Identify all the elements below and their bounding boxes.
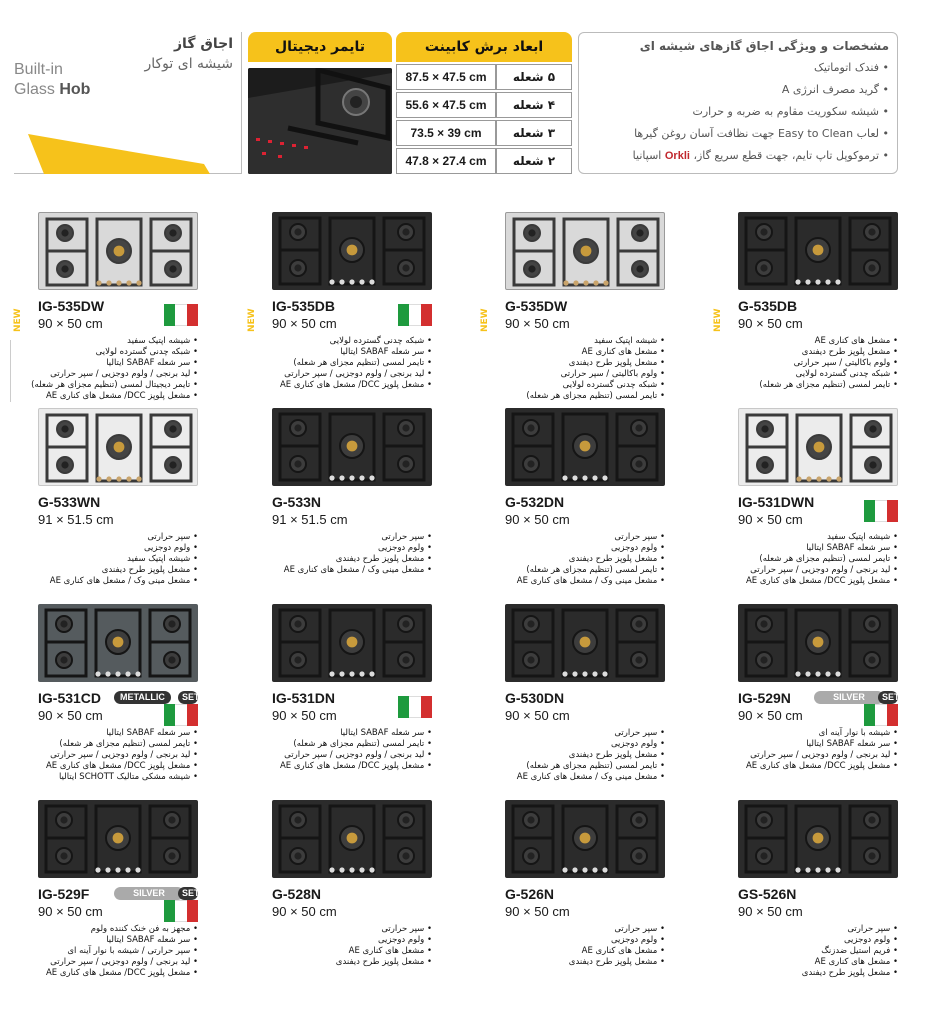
cut-burner: ۵ شعله [496,64,572,90]
product-card [247,212,472,406]
feature-list [34,728,198,783]
feature-line: • مشعل پلوپز طرح دیفندی [335,957,432,967]
feature-line: • مشعل پلوپز طرح دیفندی [568,957,665,967]
feature-line: • ولوم دوجزیی [377,543,432,553]
cut-dim: 73.5 × 39 cm [396,120,496,146]
feature-line: • مشعل پلوپز طرح دیفندی [801,968,898,978]
feature-line: • مشعل پلوپز طرح دیفندی [101,565,198,575]
feature-line: • فریم استیل ضدزنگ [821,946,898,956]
model-name: IG-531CD [38,690,102,706]
italy-flag-icon [164,900,198,922]
feature-line: • لید برنجی / ولوم دوجزیی / سپر حرارتی [284,369,432,379]
feature-item-orkli [587,145,889,167]
feature-line: • ولوم دوجزیی [610,935,665,945]
model-size: 90 × 50 cm [505,512,570,527]
cut-dim: 47.8 × 27.4 cm [396,148,496,174]
cut-size-table [396,62,572,176]
feature-line: • مشعل پلوپز DCC/ مشعل های کناری AE [745,761,898,771]
feature-line: • مشعل پلوپز DCC/ مشعل های کناری AE [745,576,898,586]
model-size: 90 × 50 cm [272,316,337,331]
feature-line: • مشعل های کناری AE [581,347,665,357]
hob-image [38,800,198,878]
builtin-line1: Built-in [14,61,63,78]
hob-image [505,800,665,878]
feature-line: • تایمر لمسی (تنظیم مجزای هر شعله) [293,358,432,368]
hob-image [505,604,665,682]
product-card [738,800,938,994]
feature-list [34,924,198,979]
product-card [505,800,705,994]
orkli-country: اسپانیا [632,149,662,162]
feature-line: • مشعل مینی وک / مشعل های کناری AE [49,576,198,586]
product-card [272,800,472,994]
model-size: 90 × 50 cm [272,904,337,919]
model-size: 90 × 50 cm [738,904,803,919]
set-badge: SET [178,887,198,900]
feature-list [501,924,665,968]
model-name: IG-535DW [38,298,105,314]
page-subtitle: شیشه ای توکار [144,56,233,72]
feature-line: • ولوم دوجزیی [377,935,432,945]
model-size: 90 × 50 cm [272,708,337,723]
feature-list [268,532,432,576]
feature-line: • تایمر لمسی (تنظیم مجزای هر شعله) [759,380,898,390]
orkli-logo: Orkli [664,150,690,162]
feature-line: • شبکه چدنی گسترده لولایی [562,380,665,390]
feature-line: • مشعل پلوپز DCC/ مشعل های کناری AE [279,761,432,771]
cut-size-header: ابعاد برش کابینت [396,32,572,62]
feature-line: • تایمر لمسی (تنظیم مجزای هر شعله) [526,391,665,401]
cut-burner: ۴ شعله [496,92,572,118]
cut-dim: 55.6 × 47.5 cm [396,92,496,118]
cut-dim: 87.5 × 47.5 cm [396,64,496,90]
italy-flag-icon [864,704,898,726]
feature-list [501,532,665,587]
model-name: G-535DW [505,298,568,314]
cut-burner: ۳ شعله [496,120,572,146]
features-box [578,32,898,174]
model-size: 90 × 50 cm [505,904,570,919]
feature-list [268,336,432,391]
feature-line: • شبکه چدنی گسترده لولایی [95,347,198,357]
hob-image [272,800,432,878]
feature-list [268,728,432,772]
feature-list [501,728,665,783]
feature-line: • شیشه اپتیک سفید [594,336,665,346]
model-name: IG-535DB [272,298,336,314]
feature-line: • شیشه مشکی متالیک SCHOTT ایتالیا [58,772,198,782]
feature-line: • شیشه اپتیک سفید [127,554,198,564]
feature-text: • ترموکوپل تاپ تایم، جهت قطع سریع گاز، [693,149,889,162]
feature-line: • مشعل پلوپز DCC/ مشعل های کناری AE [45,968,198,978]
feature-line: • ولوم باکالیتی / سپر حرارتی [793,358,898,368]
feature-line: • مجهز به فن خنک کننده ولوم [90,924,198,934]
feature-line: • تایمر لمسی (تنظیم مجزای هر شعله) [526,761,665,771]
model-size: 90 × 50 cm [738,512,803,527]
model-name: GS-526N [738,886,797,902]
feature-list [734,924,898,979]
feature-line: • لید برنجی / ولوم دوجزیی / سپر حرارتی [50,369,198,379]
feature-line: • مشعل پلوپز طرح دیفندی [568,750,665,760]
model-size: 91 × 51.5 cm [272,512,348,527]
feature-line: • سپر حرارتی [614,728,665,738]
feature-line: • مشعل مینی وک / مشعل های کناری AE [516,772,665,782]
model-size: 90 × 50 cm [738,708,803,723]
feature-line: • تایمر لمسی (تنظیم مجزای هر شعله) [59,739,198,749]
feature-line: • سپر حرارتی / شیشه با نوار آینه ای [67,946,198,956]
feature-line: • شبکه چدنی گسترده لولایی [795,369,898,379]
model-size: 90 × 50 cm [505,708,570,723]
feature-line: • لید برنجی / ولوم دوجزیی / سپر حرارتی [750,750,898,760]
feature-line: • شیشه اپتیک سفید [827,532,898,542]
builtin-line2 [14,80,90,100]
page-side-tab [0,340,11,402]
feature-list [31,336,198,402]
feature-list [734,728,898,772]
feature-line: • مشعل پلوپز طرح دیفندی [335,554,432,564]
feature-line: • سر شعله SABAF ایتالیا [106,728,198,738]
model-name: G-530DN [505,690,565,706]
hob-image [738,604,898,682]
model-size: 90 × 50 cm [38,708,103,723]
feature-line: • سر شعله SABAF ایتالیا [806,543,898,553]
feature-line: • تایمر لمسی (تنظیم مجزای هر شعله) [759,554,898,564]
italy-flag-icon [164,304,198,326]
product-card [13,212,238,406]
hob-image [505,408,665,486]
italy-flag-icon [398,696,432,718]
yellow-swoosh [14,100,242,174]
product-card [738,408,938,602]
feature-list [34,532,198,587]
feature-line: • مشعل پلوپز DCC/ مشعل های کناری AE [45,761,198,771]
set-badge: SET [178,691,198,704]
feature-line: • لید برنجی / ولوم دوجزیی / سپر حرارتی [50,957,198,967]
feature-line: • سپر حرارتی [847,924,898,934]
set-badge: SET [878,691,898,704]
cut-row [396,64,572,90]
feature-line: • مشعل های کناری AE [814,957,898,967]
feature-line: • تایمر دیجیتال لمسی (تنظیم مجزای هر شعله) [31,380,198,390]
feature-line: • مشعل مینی وک / مشعل های کناری AE [283,565,432,575]
product-card [272,604,472,798]
feature-line: • مشعل پلوپز طرح دیفندی [568,554,665,564]
builtin-hob: Hob [59,81,91,98]
feature-line: • سر شعله SABAF ایتالیا [340,347,432,357]
feature-line: • لید برنجی / ولوم دوجزیی / سپر حرارتی [50,750,198,760]
hob-image [272,604,432,682]
finish-badge: METALLIC [114,691,171,704]
model-name: G-535DB [738,298,798,314]
feature-line: • لید برنجی / ولوم دوجزیی / سپر حرارتی [750,565,898,575]
feature-line: • تایمر لمسی (تنظیم مجزای هر شعله) [293,739,432,749]
hob-image [505,212,665,290]
product-card [38,408,238,602]
feature-line: • شبکه چدنی گسترده لولایی [329,336,432,346]
feature-item: • لعاب Easy to Clean جهت نظافت آسان روغن گیرها [634,127,889,140]
builtin-label [14,60,90,100]
hob-image [738,800,898,878]
feature-line: • مشعل پلوپز DCC/ مشعل های کناری AE [279,380,432,390]
feature-line: • ولوم باکالیتی / سپر حرارتی [560,369,665,379]
italy-flag-icon [864,500,898,522]
model-size: 90 × 50 cm [38,904,103,919]
feature-line: • مشعل پلوپز طرح دیفندی [568,358,665,368]
model-name: G-532DN [505,494,565,510]
model-name: IG-529F [38,886,90,902]
feature-list [501,336,665,402]
timer-hob-image [248,68,392,174]
cut-row [396,92,572,118]
feature-list [268,924,432,968]
features-title: مشخصات و ویژگی اجاق گازهای شیشه ای [639,39,889,53]
model-size: 91 × 51.5 cm [38,512,114,527]
timer-header: تایمر دیجیتال [248,32,392,62]
hob-image [38,408,198,486]
feature-line: • ولوم دوجزیی [143,543,198,553]
feature-line: • مشعل های کناری AE [581,946,665,956]
feature-line: • مشعل های کناری AE [348,946,432,956]
page-title: اجاق گاز [174,36,233,52]
feature-line: • شیشه با نوار آینه ای [818,728,898,738]
feature-line: • سپر حرارتی [614,532,665,542]
product-card [38,604,238,798]
feature-line: • شیشه اپتیک سفید [127,336,198,346]
feature-line: • لید برنجی / ولوم دوجزیی / سپر حرارتی [284,750,432,760]
product-card [505,604,705,798]
product-card [738,604,938,798]
product-card [505,408,705,602]
feature-line: • سپر حرارتی [147,532,198,542]
cut-burner: ۲ شعله [496,148,572,174]
feature-line: • سر شعله SABAF ایتالیا [106,935,198,945]
feature-line: • سپر حرارتی [381,924,432,934]
feature-line: • مشعل های کناری AE [814,336,898,346]
model-name: IG-531DN [272,690,336,706]
new-tag: NEW [247,308,257,332]
product-card [272,408,472,602]
product-card [480,212,705,406]
hob-image [272,408,432,486]
model-name: G-533N [272,494,322,510]
new-tag: NEW [480,308,490,332]
model-size: 90 × 50 cm [505,316,570,331]
model-name: G-526N [505,886,555,902]
product-card [38,800,238,994]
feature-line: • سپر حرارتی [381,532,432,542]
italy-flag-icon [398,304,432,326]
model-size: 90 × 50 cm [738,316,803,331]
feature-line: • سر شعله SABAF ایتالیا [806,739,898,749]
builtin-glass: Glass [14,81,60,98]
new-tag: NEW [13,308,23,332]
feature-list [734,336,898,391]
hob-image [738,408,898,486]
feature-item: • شیشه سکوریت مقاوم به ضربه و حرارت [692,105,889,118]
feature-line: • سر شعله SABAF ایتالیا [106,358,198,368]
hob-image [38,604,198,682]
model-name: G-528N [272,886,322,902]
new-tag: NEW [713,308,723,332]
feature-line: • مشعل پلوپز طرح دیفندی [801,347,898,357]
feature-line: • ولوم دوجزیی [610,543,665,553]
feature-line: • مشعل پلوپز DCC/ مشعل های کناری AE [45,391,198,401]
feature-item: • گرید مصرف انرژی A [781,83,889,96]
model-name: G-533WN [38,494,101,510]
hob-image [738,212,898,290]
finish-badge: SILVER [814,691,884,704]
model-size: 90 × 50 cm [38,316,103,331]
model-name: IG-529N [738,690,791,706]
feature-line: • ولوم دوجزیی [843,935,898,945]
feature-item: • فندک اتوماتیک [814,61,889,74]
feature-line: • ولوم دوجزیی [610,739,665,749]
model-name: IG-531DWN [738,494,815,510]
hob-image [272,212,432,290]
feature-list [734,532,898,587]
product-card [713,212,938,406]
finish-badge: SILVER [114,887,184,900]
feature-line: • مشعل مینی وک / مشعل های کناری AE [516,576,665,586]
hob-image [38,212,198,290]
feature-line: • سر شعله SABAF ایتالیا [340,728,432,738]
cut-row [396,148,572,174]
cut-row [396,120,572,146]
feature-line: • سپر حرارتی [614,924,665,934]
italy-flag-icon [164,704,198,726]
feature-line: • تایمر لمسی (تنظیم مجزای هر شعله) [526,565,665,575]
